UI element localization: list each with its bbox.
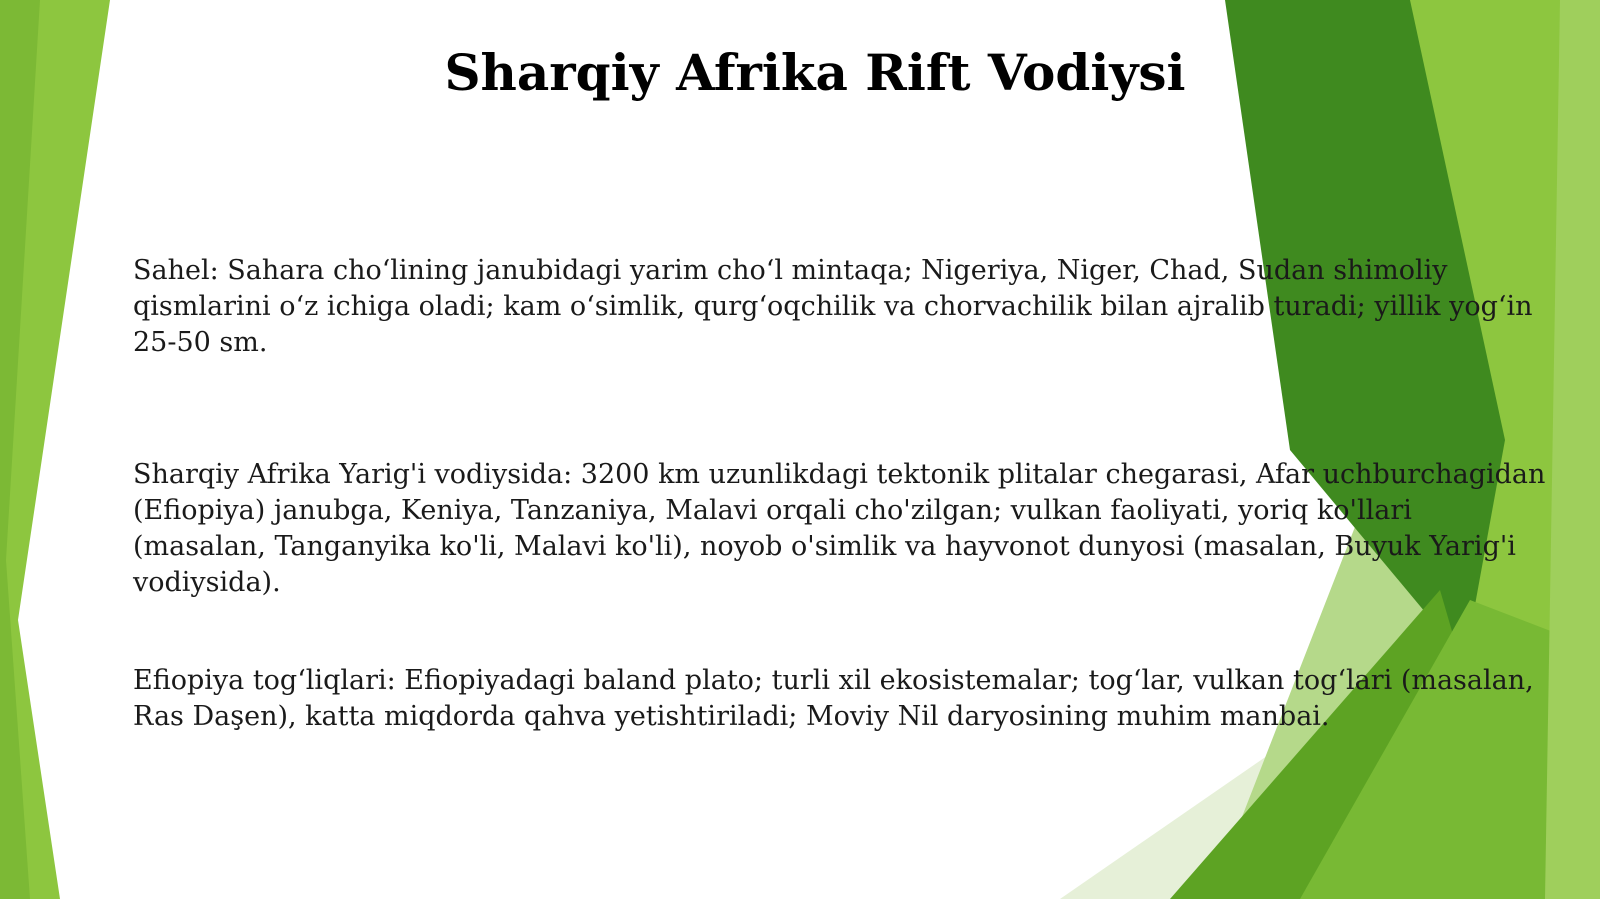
paragraph-rift-valley: Sharqiy Afrika Yarig'i vodiysida: 3200 km uzunlikdagi tektonik plitalar chegarasi, Afar uchburchagidan (Efiopiya) janubga, Keniya, Tanzaniya, Malavi orqali cho'zilgan; vulkan faoliyati, yoriq ko'llari (masalan, Tanganyika ko'li, Malavi ko'li), noyob o'simlik va hayvonot dunyosi (masalan, Buyuk Yarig'i vodiysida). [133,459,1546,598]
paragraph-sahel: Sahel: Sahara cho‘lining janubidagi yarim cho‘l mintaqa; Nigeriya, Niger, Chad, Sudan shimoliy qismlarini o‘z ichiga oladi; kam o‘simlik, qurg‘oqchilik va chorvachilik bilan ajralib turadi; yillik yog‘in 25-50 sm. [133,255,1533,358]
slide-title: Sharqiy Afrika Rift Vodiysi [444,43,1186,102]
paragraph-ethiopian-highlands: Efiopiya tog‘liqlari: Efiopiyadagi baland plato; turli xil ekosistemalar; tog‘lar, vulkan tog‘lari (masalan, Ras Daşen), katta miqdorda qahva yetishtiriladi; Moviy Nil daryosining muhim manbai. [133,665,1534,732]
